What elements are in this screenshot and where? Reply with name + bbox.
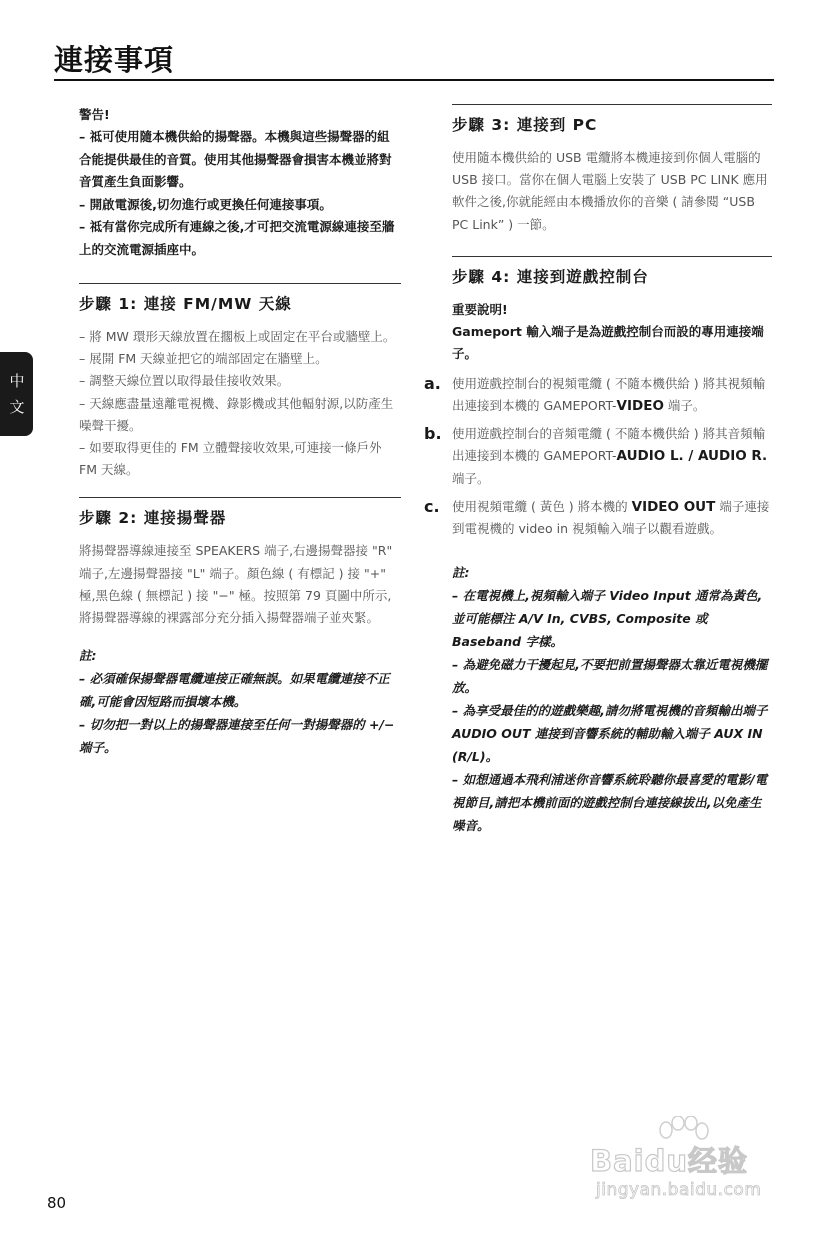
step3-title: 步驟 3: 連接到 PC xyxy=(452,116,598,134)
warning-block xyxy=(79,104,401,261)
step4-note: – 為享受最佳的的遊戲樂趣,請勿將電視機的音頻輸出端子 AUDIO OUT 連接到音響系統的輔助輸入端子 AUX IN (R/L)。 xyxy=(452,703,768,765)
important-heading: 重要說明! xyxy=(452,301,508,317)
language-tab-label: 中文 xyxy=(9,372,25,416)
title-divider xyxy=(54,79,774,81)
list-item-text: 使用視頻電纜 ( 黃色 ) 將本機的 xyxy=(452,498,632,514)
list-letter: c. xyxy=(424,496,440,516)
list-item-emphasis: VIDEO xyxy=(616,398,664,415)
step1-item: – 天線應盡量遠離電視機、錄影機或其他輻射源,以防產生噪聲干擾。 xyxy=(79,395,394,433)
list-item-emphasis: AUDIO L. / AUDIO R. xyxy=(616,448,768,465)
step1-item: – 展開 FM 天線並把它的端部固定在牆壁上。 xyxy=(79,351,328,367)
list-item-text: 端子。 xyxy=(452,470,490,486)
step4-note: – 為避免磁力干擾起見,不要把前置揚聲器太靠近電視機擺放。 xyxy=(452,657,768,696)
list-letter: b. xyxy=(424,424,442,444)
list-item-emphasis: VIDEO OUT xyxy=(631,498,716,515)
list-item-text: 使用遊戲控制台的視頻電纜 ( 不隨本機供給 ) 將其視頻輸出連接到本機的 GAMEPORT- xyxy=(452,375,766,414)
important-text: Gameport 輸入端子是為遊戲控制台而設的專用連接端子。 xyxy=(452,323,764,361)
step2-note: – 切勿把一對以上的揚聲器連接至任何一對揚聲器的 +/− 端子。 xyxy=(79,717,395,756)
step4-title: 步驟 4: 連接到遊戲控制台 xyxy=(452,267,649,286)
list-item xyxy=(424,496,772,540)
list-letter: a. xyxy=(424,373,441,393)
list-item-text: 端子連接到電視機的 video in 視頻輸入端子以觀看遊戲。 xyxy=(452,498,770,537)
step2-note: – 必須確保揚聲器電纜連接正確無誤。如果電纜連接不正確,可能會因短路而損壞本機。 xyxy=(79,671,390,710)
step4-note: – 在電視機上,視頻輸入端子 Video Input 通常為黃色,並可能標注 A/V In, CVBS, Composite 或 Baseband 字樣。 xyxy=(452,588,763,650)
list-item-text: 端子。 xyxy=(663,398,706,414)
step2-section xyxy=(79,497,401,759)
step1-item: – 調整天線位置以取得最佳接收效果。 xyxy=(79,373,290,389)
step2-body: 將揚聲器導線連接至 SPEAKERS 端子,右邊揚聲器接 "R" 端子,左邊揚聲器接 "L" 端子。顏色線 ( 有標記 ) 接 "+" 極,黑色線 ( 無標記 ) 接 "−" 極。按照第 79 頁圖中所示,將揚聲器導線的裸露部分充分插入揚聲器端子並夾緊。 xyxy=(79,543,393,626)
list-item xyxy=(424,423,772,490)
step1-section xyxy=(79,283,401,481)
step4-section xyxy=(424,256,772,837)
watermark-text: Baidu经验 xyxy=(590,1144,749,1178)
step2-note-heading: 註: xyxy=(79,648,97,664)
warning-line: – 祗可使用隨本機供給的揚聲器。本機與這些揚聲器的組合能提供最佳的音質。使用其他揚聲器會損害本機並將對音質產生負面影響。 xyxy=(79,129,392,189)
left-column xyxy=(79,104,401,759)
warning-heading: 警告! xyxy=(79,107,110,122)
list-item-text: 使用遊戲控制台的音頻電纜 ( 不隨本機供給 ) 將其音頻輸出連接到本機的 GAMEPORT- xyxy=(452,426,766,464)
warning-line: – 開啟電源後,切勿進行或更換任何連接事項。 xyxy=(79,196,332,212)
step4-note-heading: 註: xyxy=(452,565,470,581)
step1-item: – 將 MW 環形天線放置在擱板上或固定在平台或牆壁上。 xyxy=(79,329,396,344)
language-tab xyxy=(0,352,33,436)
watermark-url: jingyan.baidu.com xyxy=(596,1180,762,1200)
step1-title: 步驟 1: 連接 FM/MW 天線 xyxy=(79,295,292,313)
step1-item: – 如要取得更佳的 FM 立體聲接收效果,可連接一條戶外 FM 天線。 xyxy=(79,440,382,478)
step2-title: 步驟 2: 連接揚聲器 xyxy=(79,509,227,528)
warning-line: – 祗有當你完成所有連線之後,才可把交流電源線連接至牆上的交流電源插座中。 xyxy=(79,219,395,257)
step3-section xyxy=(452,104,772,236)
right-column xyxy=(424,104,772,837)
step3-body: 使用隨本機供給的 USB 電纜將本機連接到你個人電腦的 USB 接口。當你在個人電腦上安裝了 USB PC LINK 應用軟件之後,你就能經由本機播放你的音樂 ( 請參閱 “USB PC Link” ) 一節。 xyxy=(452,150,768,232)
page-title: 連接事項 xyxy=(54,43,175,77)
page-number: 80 xyxy=(47,1194,67,1212)
list-item xyxy=(424,373,772,417)
step4-note: – 如想通過本飛利浦迷你音響系統聆聽你最喜愛的電影/電視節目,請把本機前面的遊戲控制台連接線拔出,以免產生噪音。 xyxy=(452,772,768,834)
